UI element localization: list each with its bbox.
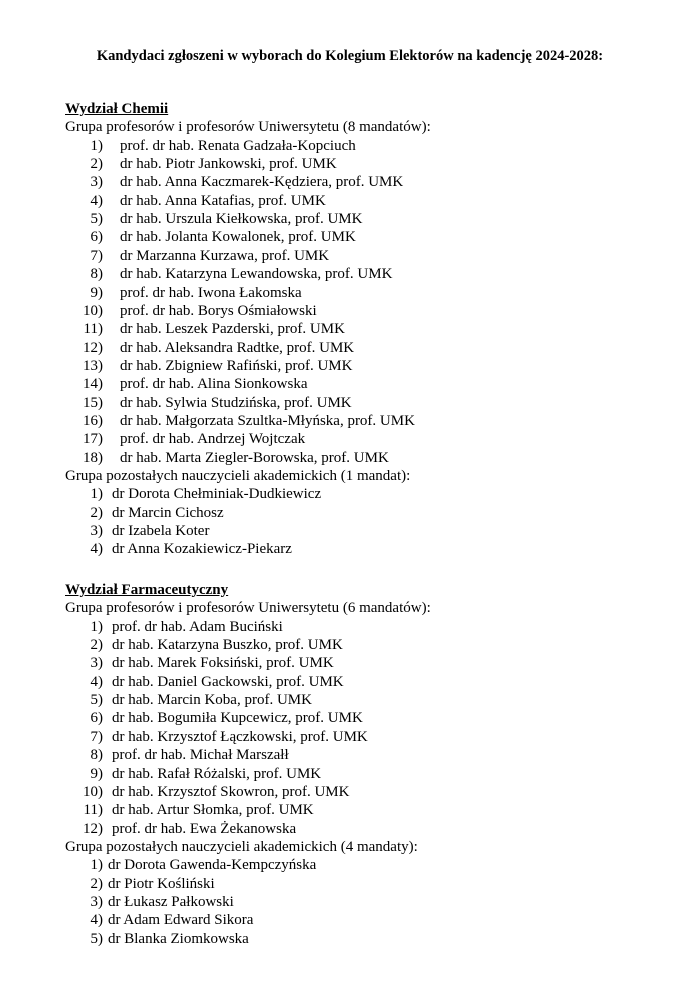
candidate-name: dr Marcin Cichosz xyxy=(112,504,224,521)
list-number: 9) xyxy=(90,284,103,301)
group-heading: Grupa profesorów i profesorów Uniwersytetu (8 mandatów): xyxy=(65,119,431,136)
candidate-name: dr hab. Marek Foksiński, prof. UMK xyxy=(112,655,334,672)
candidate-name: dr Izabela Koter xyxy=(112,523,210,540)
candidate-name: prof. dr hab. Alina Sionkowska xyxy=(120,376,308,393)
list-number: 3) xyxy=(90,523,103,540)
list-number: 18) xyxy=(83,449,103,466)
list-number: 12) xyxy=(83,820,103,837)
candidate-name: dr hab. Krzysztof Skowron, prof. UMK xyxy=(112,783,350,800)
candidate-name: dr Blanka Ziomkowska xyxy=(108,930,249,947)
list-number: 4) xyxy=(90,192,103,209)
candidate-name: dr hab. Anna Katafias, prof. UMK xyxy=(120,192,326,209)
list-number: 2) xyxy=(90,875,103,892)
list-number: 4) xyxy=(90,912,103,929)
candidate-name: prof. dr hab. Ewa Żekanowska xyxy=(112,820,297,837)
document-title: Kandydaci zgłoszeni w wyborach do Kolegium Elektorów na kadencję 2024-2028: xyxy=(96,48,604,64)
candidate-name: dr hab. Małgorzata Szultka-Młyńska, prof. UMK xyxy=(120,412,415,429)
candidate-name: dr hab. Urszula Kiełkowska, prof. UMK xyxy=(120,211,363,228)
list-number: 5) xyxy=(90,930,103,947)
list-number: 6) xyxy=(90,710,103,727)
candidate-name: dr Marzanna Kurzawa, prof. UMK xyxy=(120,247,330,264)
list-number: 16) xyxy=(83,412,103,429)
list-number: 2) xyxy=(90,504,103,521)
candidate-name: dr hab. Zbigniew Rafiński, prof. UMK xyxy=(120,357,353,374)
list-number: 2) xyxy=(90,637,103,654)
list-number: 5) xyxy=(90,211,103,228)
list-number: 7) xyxy=(90,728,103,745)
list-number: 1) xyxy=(90,857,103,874)
list-number: 14) xyxy=(83,376,103,393)
candidate-name: dr hab. Marcin Koba, prof. UMK xyxy=(112,692,312,709)
candidate-name: dr hab. Leszek Pazderski, prof. UMK xyxy=(120,321,345,338)
faculty-heading: Wydział Chemii xyxy=(65,101,169,117)
candidate-name: prof. dr hab. Renata Gadzała-Kopciuch xyxy=(120,137,356,154)
candidate-name: dr hab. Sylwia Studzińska, prof. UMK xyxy=(120,394,352,411)
candidate-name: dr hab. Piotr Jankowski, prof. UMK xyxy=(120,156,337,173)
candidate-name: dr hab. Marta Ziegler-Borowska, prof. UMK xyxy=(120,449,389,466)
candidate-name: dr hab. Daniel Gackowski, prof. UMK xyxy=(112,673,344,690)
list-number: 9) xyxy=(90,765,103,782)
list-number: 12) xyxy=(83,339,103,356)
list-number: 3) xyxy=(90,174,103,191)
list-number: 15) xyxy=(83,394,103,411)
list-number: 8) xyxy=(90,266,103,283)
group-heading: Grupa profesorów i profesorów Uniwersytetu (6 mandatów): xyxy=(65,600,431,617)
candidate-name: dr hab. Aleksandra Radtke, prof. UMK xyxy=(120,339,355,356)
candidate-name: dr hab. Rafał Różalski, prof. UMK xyxy=(112,765,322,782)
list-number: 13) xyxy=(83,357,103,374)
list-number: 1) xyxy=(90,137,103,154)
list-number: 7) xyxy=(90,247,103,264)
list-number: 2) xyxy=(90,156,103,173)
list-number: 6) xyxy=(90,229,103,246)
candidate-name: dr hab. Bogumiła Kupcewicz, prof. UMK xyxy=(112,710,363,727)
list-number: 3) xyxy=(90,893,103,910)
list-number: 11) xyxy=(83,321,103,338)
candidate-name: dr Anna Kozakiewicz-Piekarz xyxy=(112,541,292,558)
candidate-name: dr hab. Katarzyna Buszko, prof. UMK xyxy=(112,637,343,654)
candidate-name: dr hab. Krzysztof Łączkowski, prof. UMK xyxy=(112,728,368,745)
faculty-heading: Wydział Farmaceutyczny xyxy=(65,582,229,598)
list-number: 1) xyxy=(90,486,103,503)
group-heading: Grupa pozostałych nauczycieli akademickich (1 mandat): xyxy=(65,468,411,484)
candidate-name: dr hab. Jolanta Kowalonek, prof. UMK xyxy=(120,229,356,246)
list-number: 4) xyxy=(90,541,103,558)
list-number: 17) xyxy=(83,431,103,448)
list-number: 1) xyxy=(90,618,103,635)
list-number: 3) xyxy=(90,655,103,672)
candidate-name: prof. dr hab. Michał Marszałł xyxy=(112,747,289,764)
candidate-name: prof. dr hab. Borys Ośmiałowski xyxy=(120,302,317,319)
candidate-name: dr Dorota Chełminiak-Dudkiewicz xyxy=(112,486,322,503)
candidate-name: dr Dorota Gawenda-Kempczyńska xyxy=(108,857,317,874)
list-number: 5) xyxy=(90,692,103,709)
candidate-name: dr hab. Anna Kaczmarek-Kędziera, prof. UMK xyxy=(120,174,404,191)
list-number: 10) xyxy=(83,783,103,800)
list-number: 10) xyxy=(83,302,103,319)
candidate-name: dr hab. Katarzyna Lewandowska, prof. UMK xyxy=(120,266,393,283)
candidate-name: dr Łukasz Pałkowski xyxy=(108,893,234,910)
candidate-name: prof. dr hab. Adam Buciński xyxy=(112,618,283,635)
list-number: 4) xyxy=(90,673,103,690)
candidate-name: dr Adam Edward Sikora xyxy=(108,912,254,929)
candidate-name: dr hab. Artur Słomka, prof. UMK xyxy=(112,802,314,819)
list-number: 11) xyxy=(83,802,103,819)
list-number: 8) xyxy=(90,747,103,764)
group-heading: Grupa pozostałych nauczycieli akademickich (4 mandaty): xyxy=(65,838,418,855)
candidate-name: prof. dr hab. Andrzej Wojtczak xyxy=(120,431,306,448)
candidate-name: dr Piotr Kośliński xyxy=(108,875,215,892)
candidate-name: prof. dr hab. Iwona Łakomska xyxy=(120,284,302,301)
